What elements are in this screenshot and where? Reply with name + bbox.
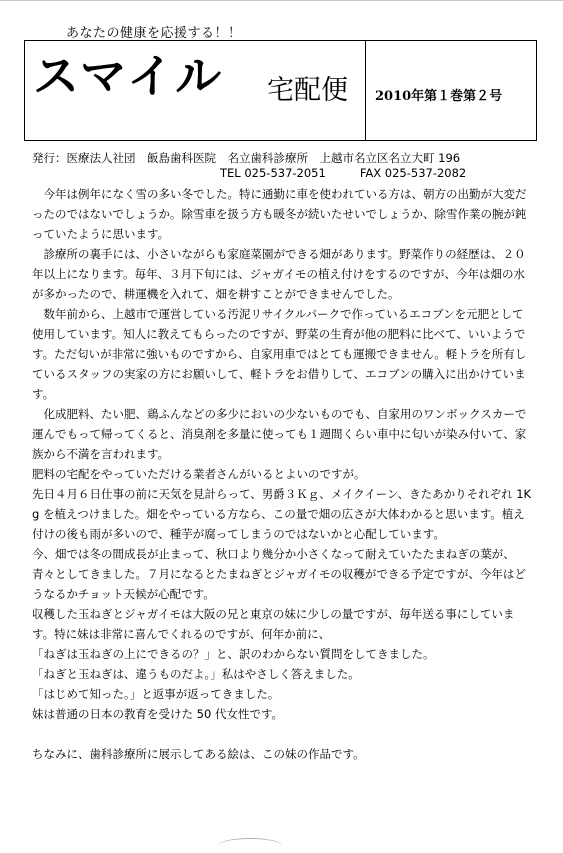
- issue-number: 2010年第１巻第２号: [375, 89, 503, 104]
- contact-info: [220, 166, 466, 180]
- paragraph: 化成肥料、たい肥、鶏ふんなどの多少においの少ないものでも、自家用のワンボックスカーで運んでもって帰ってくると、消臭剤を多量に使っても１週間くらい車中に匂いが染み付いて、家族から不満を言われます。: [32, 407, 527, 461]
- tagline: あなたの健康を応援する！！: [66, 26, 242, 41]
- decorative-arc: [218, 838, 282, 853]
- paragraph: 今年は例年になく雪の多い冬でした。特に通勤に車を使われている方は、朝方の出勤が大変だったのではないでしょうか。除雪車を扱う方も暖冬が続いたせいでしょうか、除雪作業の腕が鈍っていたように思います。: [32, 187, 527, 241]
- paragraph: 先日４月６日仕事の前に天気を見計らって、男爵３Ｋｇ、メイクイーン、きたあかりそれぞれ 1Kg を植えつけました。畑をやっている方なら、この量で畑の広さが大体わかると思います。植え付けの後も雨が多いので、種芋が腐ってしまうのではないかと心配しています。: [32, 487, 532, 541]
- quote-line: 「はじめて知った。」と返事が返ってきました。: [32, 687, 280, 701]
- paragraph: 肥料の宅配をやっていただける業者さんがいるとよいのですが。: [32, 467, 366, 481]
- paragraph: 数年前から、上越市で運営している汚泥リサイクルパークで作っているエコブンを元肥として使用しています。知人に教えてもらったのですが、野菜の生育が他の肥料に比べて、いいようです。ただ匂いが非常に強いものですから、自家用車ではとても運搬できません。軽トラを所有しているスタッフの実家の方にお願いして、軽トラをお借りして、エコブンの購入に出かけています。: [32, 307, 527, 401]
- fax-number: FAX 025-537-2082: [359, 166, 467, 180]
- article-body: [32, 184, 532, 764]
- newsletter-subtitle: 宅配便: [267, 75, 348, 106]
- paragraph: 診療所の裏手には、小さいながらも家庭菜園ができる畑があります。野菜作りの経歴は、２０年以上になります。毎年、３月下旬には、ジャガイモの植え付けをするのですが、今年は畑の水が多かったので、耕運機を入れて、畑を耕すことができませんでした。: [32, 247, 526, 301]
- paragraph: 収穫した玉ねぎとジャガイモは大阪の兄と東京の妹に少しの量ですが、毎年送る事にしています。特に妹は非常に喜んでくれるのですが、何年か前に、: [32, 607, 515, 641]
- quote-line: 「ねぎは玉ねぎの上にできるの？」と、訳のわからない質問をしてきました。: [32, 647, 435, 661]
- blank-line: [32, 724, 532, 744]
- publisher-info: 発行：医療法人社団 飯島歯科医院 名立歯科診療所 上越市名立区名立大町 196: [32, 151, 461, 165]
- closing-paragraph: ちなみに、歯科診療所に展示してある絵は、この妹の作品です。: [32, 747, 365, 761]
- quote-line: 「ねぎと玉ねぎは、違うものだよ。」私はやさしく答えました。: [32, 667, 360, 681]
- tel-number: TEL 025-537-2051: [220, 166, 326, 180]
- newsletter-title: スマイル: [33, 49, 224, 103]
- page-top-border: [0, 0, 563, 1]
- masthead: [24, 40, 537, 141]
- paragraph: 今、畑では冬の間成長が止まって、秋口より幾分か小さくなって耐えていたたまねぎの葉が、青々としてきました。７月になるとたまねぎとジャガイモの収穫ができる予定ですが、今年はどうなるかチョット天候が心配です。: [32, 547, 526, 601]
- paragraph: 妹は普通の日本の教育を受けた 50 代女性です。: [32, 707, 284, 721]
- masthead-divider: [365, 41, 366, 140]
